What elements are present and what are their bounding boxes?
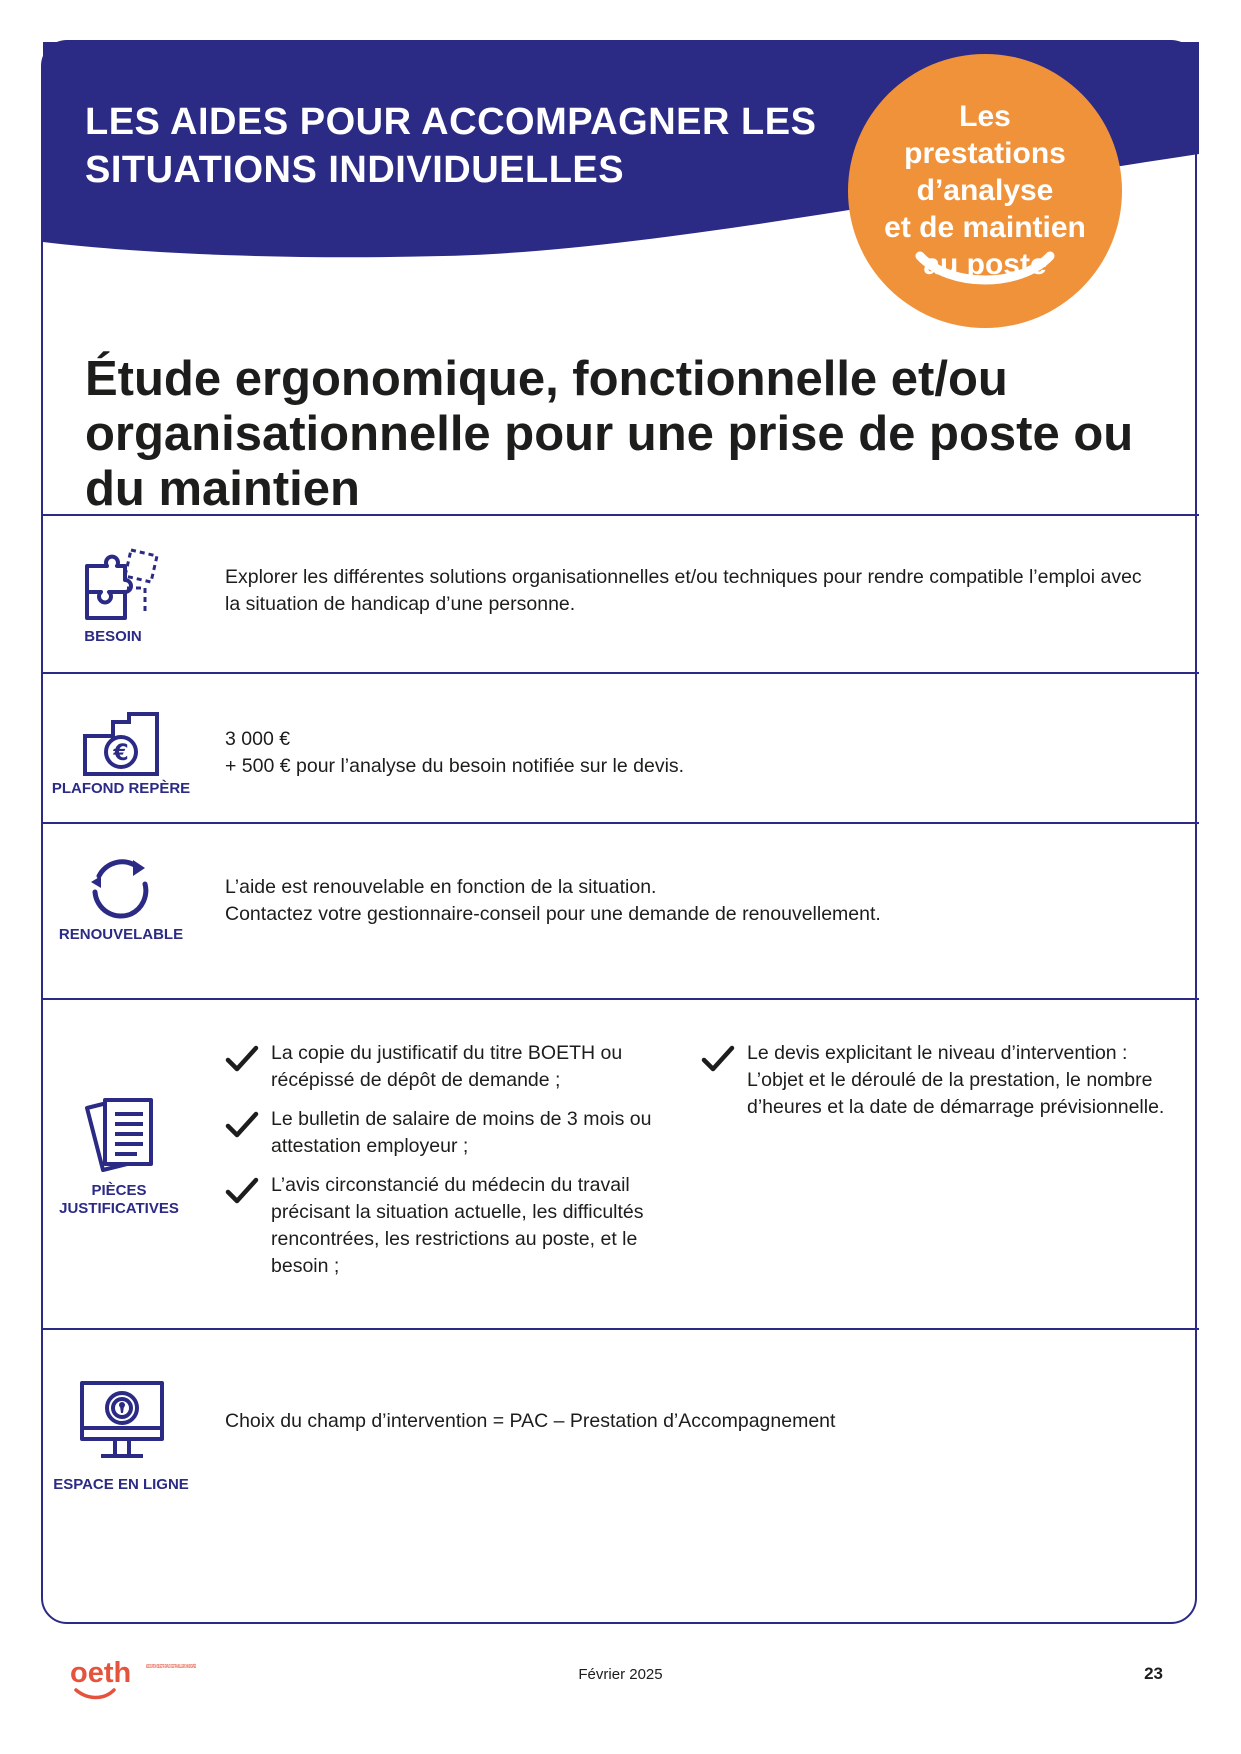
badge-line: prestations [904, 137, 1066, 170]
smile-icon [910, 248, 1060, 288]
badge-line: et de maintien [884, 211, 1086, 244]
page-number: 23 [1144, 1664, 1163, 1683]
besoin-text: Explorer les différentes solutions organisationnelles et/ou techniques pour rendre compatible l’emploi avec la situation de handicap d’une personne. [225, 566, 1142, 615]
row-espace [43, 1328, 1199, 1626]
renouvelable-label: RENOUVELABLE [58, 926, 184, 943]
check-icon [225, 1044, 259, 1074]
list-item-text: L’avis circonstancié du médecin du travail précisant la situation actuelle, les difficultés rencontrées, les restrictions au poste, et le besoin ; [271, 1174, 644, 1277]
row-pieces [43, 998, 1199, 1328]
svg-text:€: € [113, 741, 129, 766]
logo-subtitle: ASSOCIATION OBJECTIF EMPLOI DES TRAVAILLEURS HANDICAPÉS [146, 1664, 313, 1670]
list-item [225, 1106, 665, 1160]
secure-computer-icon [79, 1380, 165, 1464]
plafond-text [225, 726, 1145, 780]
plafond-line1: 3 000 € [225, 728, 291, 750]
pieces-label-line2: JUSTIFICATIVES [59, 1200, 179, 1217]
badge-line: au poste [923, 248, 1047, 281]
list-item [225, 1040, 665, 1094]
pieces-label [59, 1182, 179, 1218]
besoin-label: BESOIN [84, 628, 142, 645]
check-icon [225, 1176, 259, 1206]
renouvelable-line1: L’aide est renouvelable en fonction de la situation. [225, 876, 657, 898]
badge-line: Les [959, 100, 1011, 133]
list-item [701, 1040, 1171, 1121]
list-item-text: Le devis explicitant le niveau d’intervention : L’objet et le déroulé de la prestation, le nombre d’heures et la date de démarrage prévisionnelle. [747, 1042, 1165, 1118]
puzzle-icon [81, 544, 163, 626]
list-item-text: La copie du justificatif du titre BOETH ou récépissé de dépôt de demande ; [271, 1042, 623, 1091]
renouvelable-line2: Contactez votre gestionnaire-conseil pour une demande de renouvellement. [225, 903, 881, 925]
documents-icon [81, 1096, 155, 1172]
badge-line: d’analyse [916, 174, 1054, 207]
pieces-label-line1: PIÈCES [91, 1182, 147, 1199]
row-renouvelable [43, 822, 1199, 998]
category-badge [848, 54, 1122, 328]
euro-stack-icon [83, 712, 159, 776]
list-item [225, 1172, 665, 1280]
header-title: LES AIDES POUR ACCOMPAGNER LES SITUATIONS INDIVIDUELLES [85, 101, 817, 191]
logo-text: oeth [70, 1657, 132, 1689]
espace-label: ESPACE EN LIGNE [53, 1476, 189, 1493]
row-plafond [43, 672, 1199, 822]
plafond-label: PLAFOND REPÈRE [51, 780, 191, 797]
row-besoin [43, 514, 1199, 672]
footer-date: Février 2025 [578, 1666, 663, 1683]
renew-icon [87, 854, 155, 922]
pieces-right-list [701, 1040, 1171, 1133]
check-icon [225, 1110, 259, 1140]
espace-text: Choix du champ d’intervention = PAC – Prestation d’Accompagnement [225, 1410, 836, 1432]
page-title: Étude ergonomique, fonctionnelle et/ou organisationnelle pour une prise de poste ou du maintien [85, 352, 1134, 516]
list-item-text: Le bulletin de salaire de moins de 3 mois ou attestation employeur ; [271, 1108, 652, 1157]
renouvelable-text [225, 874, 1145, 928]
check-icon [701, 1044, 735, 1074]
pieces-left-list [225, 1040, 665, 1292]
plafond-line2: + 500 € pour l’analyse du besoin notifiée sur le devis. [225, 755, 685, 777]
